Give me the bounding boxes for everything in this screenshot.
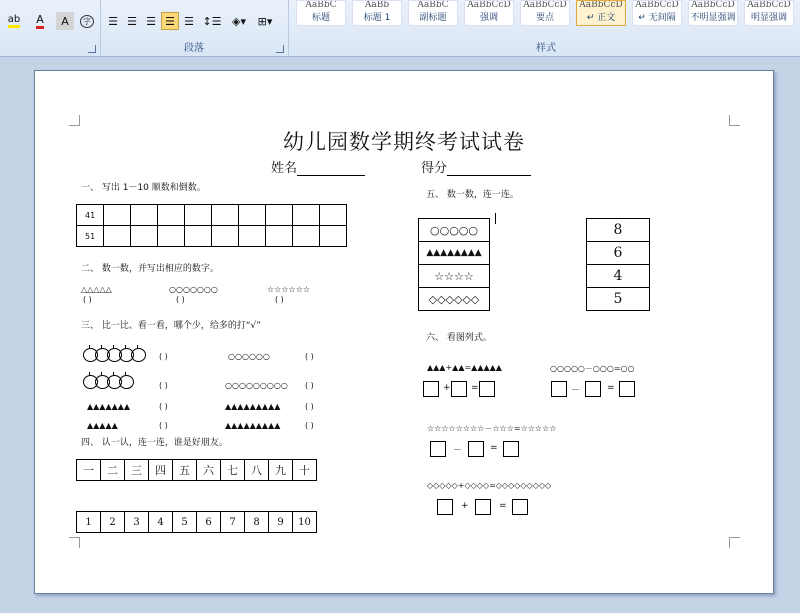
style-6[interactable]	[632, 0, 682, 26]
crop-mark-top-right	[729, 115, 740, 126]
font-dialog-launcher[interactable]	[88, 45, 96, 53]
q3-answer-3b: ( )	[305, 402, 314, 411]
align-left-icon: ☰	[108, 14, 118, 28]
q6-picture-d: ◇◇◇◇◇+◇◇◇◇=◇◇◇◇◇◇◇◇◇	[427, 481, 552, 490]
style-7[interactable]	[688, 0, 738, 26]
chinese-numeral-cell: 七	[221, 460, 245, 481]
enclose-char-button[interactable]	[78, 12, 96, 30]
minus-sign: －	[453, 446, 463, 456]
arabic-numeral-cell: 4	[149, 512, 173, 533]
q6-picture-c: ☆☆☆☆☆☆☆☆－☆☆☆=☆☆☆☆☆	[427, 424, 557, 433]
answer-box[interactable]	[451, 381, 467, 397]
q3-answer-1a: ( )	[159, 352, 168, 361]
score-label: 得分	[421, 161, 448, 176]
q5-shape-cell: ▲▲▲▲▲▲▲▲	[419, 242, 490, 265]
style-name: 要点	[535, 13, 554, 23]
q2-triangles: △△△△△	[81, 285, 112, 294]
shading-button[interactable]	[228, 12, 250, 30]
style-preview: AaBbCcD	[579, 1, 623, 10]
style-1[interactable]	[352, 0, 402, 26]
q3-answer-3a: ( )	[159, 402, 168, 411]
arabic-numeral-cell: 6	[197, 512, 221, 533]
q3-answer-4a: ( )	[159, 421, 168, 430]
number-grid	[76, 204, 347, 247]
question-5: 五、 数一数，连一连。	[426, 190, 519, 200]
arabic-numeral-cell: 7	[221, 512, 245, 533]
grid-row-1-start: 41	[85, 210, 96, 220]
grid-row-2	[77, 226, 347, 247]
align-right-icon: ☰	[146, 14, 156, 28]
highlight-color-button[interactable]	[2, 12, 26, 30]
grid-row-1	[77, 205, 347, 226]
grid-row-2-start: 51	[85, 231, 96, 241]
q3-flags-1: ▲▲▲▲▲▲▲▲▲	[225, 402, 281, 411]
align-right-button[interactable]	[142, 12, 160, 30]
crop-mark-top-left	[69, 115, 80, 126]
answer-box[interactable]	[551, 381, 567, 397]
q5-shape-cell: ◇◇◇◇◇◇	[419, 288, 490, 311]
q5-shapes-table	[418, 218, 490, 311]
borders-button[interactable]	[254, 12, 276, 30]
crop-mark-bottom-left	[69, 537, 80, 548]
question-6: 六、 看图列式。	[426, 333, 492, 343]
line-spacing-button[interactable]	[201, 12, 223, 30]
q2-answer-2: ( )	[176, 295, 185, 304]
answer-box[interactable]	[503, 441, 519, 457]
highlighter-icon: ab	[8, 14, 20, 28]
answer-box[interactable]	[479, 381, 495, 397]
q5-shape-cell: ○○○○○	[419, 219, 490, 242]
answer-box[interactable]	[475, 499, 491, 515]
style-name: 标题	[311, 13, 330, 23]
question-1: 一、 写出 1－10 顺数和倒数。	[81, 183, 206, 193]
style-preview: AaBbCcD	[523, 1, 567, 10]
align-center-icon: ☰	[127, 14, 137, 28]
equals-sign: =	[471, 383, 479, 393]
q2-stars: ☆☆☆☆☆☆	[267, 285, 311, 294]
plus-sign: +	[461, 501, 469, 511]
q3-circles-1: ○○○○○○	[228, 352, 270, 361]
style-0[interactable]	[296, 0, 346, 26]
chinese-numeral-cell: 一	[77, 460, 101, 481]
minus-sign: －	[571, 386, 581, 396]
plus-sign: +	[443, 383, 451, 393]
q2-circles: ○○○○○○○	[169, 285, 218, 294]
style-preview: AaBb	[364, 1, 390, 10]
q3-triangles-5: ▲▲▲▲▲	[87, 421, 118, 430]
chinese-numeral-cell: 六	[197, 460, 221, 481]
style-4[interactable]	[520, 0, 570, 26]
arabic-numeral-cell: 10	[293, 512, 317, 533]
style-name: 标题 1	[363, 13, 391, 23]
q6-picture-b: ○○○○○－○○○=○○	[550, 364, 635, 373]
arabic-numerals-row	[76, 511, 317, 533]
q3-answer-2b: ( )	[305, 381, 314, 390]
chinese-numeral-cell: 二	[101, 460, 125, 481]
arabic-numeral-cell: 9	[269, 512, 293, 533]
style-name: 副标题	[419, 13, 447, 23]
crop-mark-bottom-right	[729, 537, 740, 548]
style-preview: AaBbCcD	[747, 1, 791, 10]
question-2: 二、 数一数，并写出相应的数字。	[81, 264, 219, 274]
q3-answer-1b: ( )	[305, 352, 314, 361]
q5-shape-cell: ☆☆☆☆	[419, 265, 490, 288]
paragraph-group	[100, 0, 289, 56]
chinese-numeral-cell: 八	[245, 460, 269, 481]
apple-icon	[119, 375, 134, 389]
justify-icon: ☰	[165, 14, 175, 28]
line-spacing-icon: ↕☰	[202, 14, 222, 28]
answer-box[interactable]	[468, 441, 484, 457]
align-center-button[interactable]	[123, 12, 141, 30]
styles-group-label: 样式	[536, 43, 556, 54]
style-name: 明显强调	[750, 13, 787, 23]
q3-flags-2: ▲▲▲▲▲▲▲▲▲	[225, 421, 281, 430]
question-3: 三、 比一比、看一看，哪个少，给多的打“√”	[81, 321, 261, 331]
font-color-button[interactable]	[30, 12, 50, 30]
style-name: 强调	[479, 13, 498, 23]
arabic-numeral-cell: 1	[77, 512, 101, 533]
arabic-numeral-cell: 5	[173, 512, 197, 533]
answer-box[interactable]	[430, 441, 446, 457]
page-title: 幼儿园数学期终考试试卷	[283, 130, 525, 154]
text-cursor	[495, 213, 496, 224]
equals-sign: =	[499, 501, 507, 511]
distributed-icon: ☰	[184, 14, 194, 28]
enclose-char-icon: 字	[80, 15, 94, 28]
style-2[interactable]	[408, 0, 458, 26]
q3-apples-5	[83, 348, 143, 365]
ribbon	[0, 0, 800, 57]
name-field	[271, 157, 365, 176]
score-field	[421, 157, 531, 176]
chinese-numeral-cell: 九	[269, 460, 293, 481]
q5-numbers-table	[586, 218, 650, 311]
style-8[interactable]	[744, 0, 794, 26]
style-3[interactable]	[464, 0, 514, 26]
q5-number-cell: 5	[587, 288, 650, 311]
q3-circles-2: ○○○○○○○○○	[225, 381, 288, 390]
arabic-numeral-cell: 8	[245, 512, 269, 533]
style-5[interactable]	[576, 0, 626, 26]
styles-group	[292, 0, 800, 56]
q6-picture-a: ▲▲▲+▲▲=▲▲▲▲▲	[427, 363, 502, 372]
q3-answer-2a: ( )	[159, 381, 168, 390]
paint-bucket-icon: ◈▾	[232, 14, 246, 28]
char-shading-icon: A	[61, 14, 69, 28]
paragraph-dialog-launcher[interactable]	[276, 45, 284, 53]
q5-number-cell: 4	[587, 265, 650, 288]
name-label: 姓名	[271, 161, 298, 176]
chinese-numerals-row	[76, 459, 317, 481]
answer-box[interactable]	[619, 381, 635, 397]
chinese-numeral-cell: 四	[149, 460, 173, 481]
equals-sign: =	[490, 443, 498, 453]
q5-number-cell: 6	[587, 242, 650, 265]
q5-number-cell: 8	[587, 219, 650, 242]
q3-answer-4b: ( )	[305, 421, 314, 430]
justify-button[interactable]	[161, 12, 179, 30]
font-color-icon: A	[36, 13, 44, 29]
style-preview: AaBbCcD	[467, 1, 511, 10]
char-shading-button[interactable]	[56, 12, 74, 30]
style-preview: AaBbCcD	[635, 1, 679, 10]
arabic-numeral-cell: 3	[125, 512, 149, 533]
answer-box[interactable]	[512, 499, 528, 515]
style-name: 不明显强调	[690, 13, 736, 23]
answer-box[interactable]	[423, 381, 439, 397]
q2-answer-3: ( )	[275, 295, 284, 304]
chinese-numeral-cell: 十	[293, 460, 317, 481]
document-page[interactable]	[34, 70, 774, 594]
font-group	[0, 0, 101, 56]
chinese-numeral-cell: 三	[125, 460, 149, 481]
answer-box[interactable]	[437, 499, 453, 515]
q3-triangles-7: ▲▲▲▲▲▲▲	[87, 402, 131, 411]
style-name: ↵ 正文	[586, 13, 616, 23]
chinese-numeral-cell: 五	[173, 460, 197, 481]
paragraph-group-label: 段落	[184, 43, 204, 54]
equals-sign: =	[607, 383, 615, 393]
align-left-button[interactable]	[104, 12, 122, 30]
style-preview: AaBbCcD	[691, 1, 735, 10]
question-4: 四、 认一认，连一连，谁是好朋友。	[81, 438, 228, 448]
q2-answer-1: ( )	[83, 295, 92, 304]
distributed-button[interactable]	[180, 12, 198, 30]
style-preview: AaBbC	[305, 1, 337, 10]
apple-icon	[131, 348, 146, 362]
borders-icon: ⊞▾	[257, 14, 273, 28]
style-preview: AaBbC	[417, 1, 449, 10]
answer-box[interactable]	[585, 381, 601, 397]
q3-apples-4	[83, 375, 131, 392]
style-name: ↵ 无间隔	[638, 13, 676, 23]
arabic-numeral-cell: 2	[101, 512, 125, 533]
